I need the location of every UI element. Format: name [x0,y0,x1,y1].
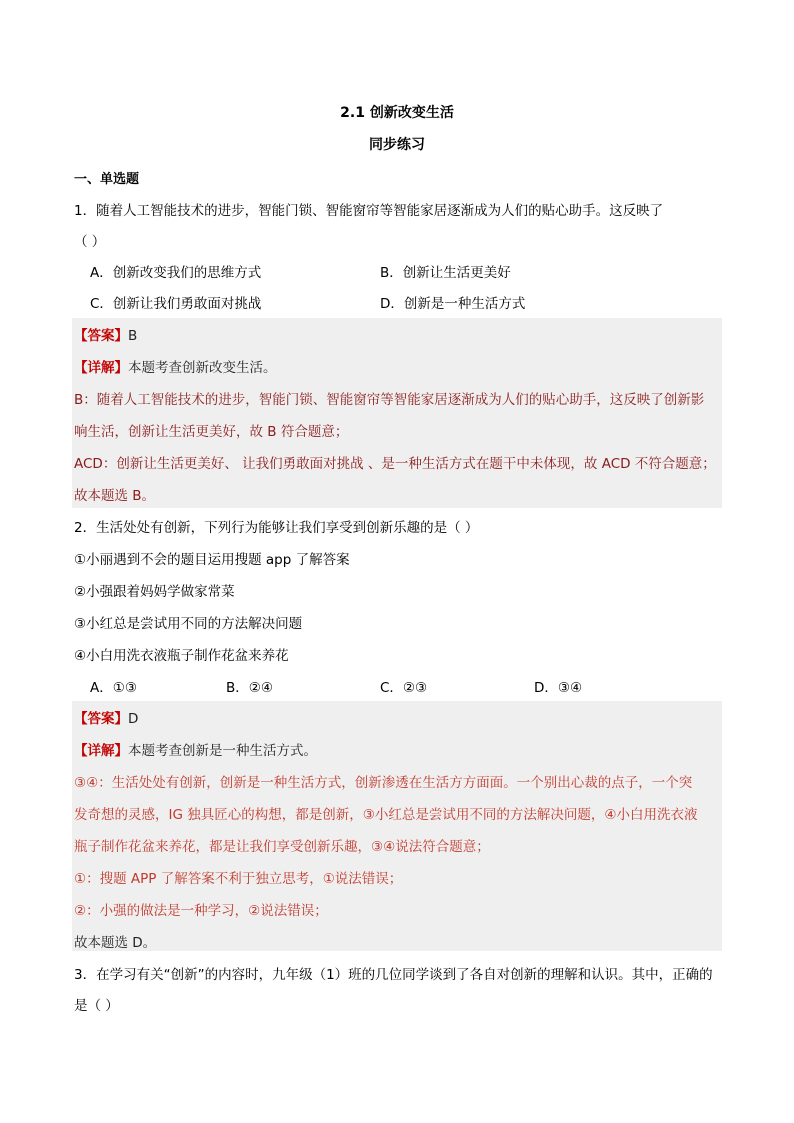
q2-option-d: D．③④ [534,680,583,696]
q2-answer-value: D [128,711,139,727]
q2-analysis-line3: 瓶子制作花盆来养花，都是让我们享受创新乐趣，③④说法符合题意； [74,839,490,855]
q2-answer-tag: 【答案】 [74,711,128,727]
q1-answer-tag: 【答案】 [74,328,128,344]
q2-conclusion: 故本题选 D。 [74,935,157,951]
q1-stem-line2: （ ） [74,234,106,250]
section-heading-single-choice: 一、单选题 [74,172,140,187]
q2-option-b: B．②④ [226,680,273,696]
q2-detail-text: 本题考查创新是一种生活方式。 [128,743,317,759]
q3-stem-line1: 3．在学习有关“创新”的内容时，九年级（1）班的几位同学谈到了各自对创新的理解和认识。其中，正确的 [74,967,713,983]
q2-item-3: ③小红总是尝试用不同的方法解决问题 [74,616,303,632]
q1-option-a: A．创新改变我们的思维方式 [90,265,262,281]
q2-item-2: ②小强跟着妈妈学做家常菜 [74,584,235,600]
q1-stem-line1: 1．随着人工智能技术的进步，智能门锁、智能窗帘等智能家居逐渐成为人们的贴心助手。这反映了 [74,203,664,219]
q2-analysis-line5: ②：小强的做法是一种学习，②说法错误； [74,903,328,919]
q1-option-d: D．创新是一种生活方式 [380,296,526,312]
q2-option-a: A．①③ [90,680,137,696]
q2-analysis-line4: ①：搜题 APP 了解答案不利于独立思考，①说法错误； [74,871,403,887]
q2-stem: 2．生活处处有创新，下列行为能够让我们享受到创新乐趣的是（ ） [74,520,479,536]
q1-option-b: B．创新让生活更美好 [380,265,511,281]
q3-stem-line2: 是（ ） [74,998,119,1014]
q2-analysis-line2: 发奇想的灵感，IG 独具匠心的构想，都是创新，③小红总是尝试用不同的方法解决问题，④小白用洗衣液 [74,807,698,823]
q1-conclusion: 故本题选 B。 [74,488,156,504]
q1-answer-block [72,318,722,508]
q2-item-1: ①小丽遇到不会的题目运用搜题 app 了解答案 [74,552,350,568]
q1-detail-text: 本题考查创新改变生活。 [128,360,277,376]
q1-analysis-line2: 响生活，创新让生活更美好，故 B 符合题意； [74,424,349,440]
q2-detail-tag: 【详解】 [74,743,128,759]
q2-detail [74,739,317,759]
document-title: 2.1 创新改变生活 [340,105,454,121]
q1-answer-value: B [128,328,138,344]
q1-detail [74,356,277,376]
q2-option-c: C．②③ [380,680,428,696]
q2-analysis-line1: ③④：生活处处有创新，创新是一种生活方式，创新渗透在生活方方面面。一个别出心裁的点子，一个突 [74,775,693,791]
q1-analysis-line3: ACD：创新让生活更美好、 让我们勇敢面对挑战 、是一种生活方式在题干中未体现，故 ACD 不符合题意； [74,456,716,472]
q1-option-c: C．创新让我们勇敢面对挑战 [90,296,262,312]
q1-analysis-line1: B：随着人工智能技术的进步，智能门锁、智能窗帘等智能家居逐渐成为人们的贴心助手，这反映了创新影 [74,392,705,408]
q1-answer [74,324,137,344]
document-subtitle: 同步练习 [369,137,425,153]
q1-detail-tag: 【详解】 [74,360,128,376]
q2-answer [74,707,138,727]
q2-item-4: ④小白用洗衣液瓶子制作花盆来养花 [74,648,289,664]
